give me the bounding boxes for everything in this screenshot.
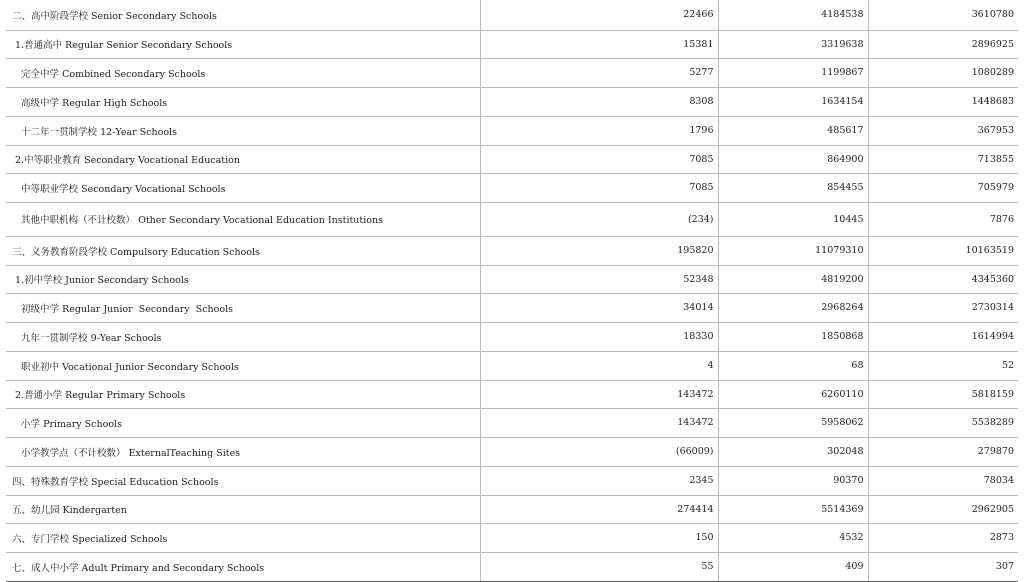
staff-count: 1614994: [868, 322, 1018, 351]
table-row: [6, 380, 1018, 408]
schools-count: 7085: [480, 145, 718, 173]
enrollment-count: 485617: [718, 116, 868, 145]
row-label: 十二年一贯制学校 12-Year Schools: [6, 116, 480, 145]
table-row: [6, 408, 1018, 437]
schools-count: 8308: [480, 87, 718, 116]
row-label: 其他中职机构（不计校数） Other Secondary Vocational Education Institutions: [6, 202, 480, 236]
schools-count: 150: [480, 523, 718, 552]
row-label: 初级中学 Regular Junior Secondary Schools: [6, 293, 480, 322]
staff-count: 52: [868, 351, 1018, 380]
schools-count: 55: [480, 552, 718, 581]
row-label: 小学 Primary Schools: [6, 408, 480, 437]
enrollment-count: 90370: [718, 466, 868, 495]
staff-count: 5818159: [868, 380, 1018, 408]
schools-count: (66009): [480, 437, 718, 466]
enrollment-count: 854455: [718, 173, 868, 202]
enrollment-count: 864900: [718, 145, 868, 173]
enrollment-count: 4819200: [718, 265, 868, 293]
schools-count: 195820: [480, 236, 718, 265]
enrollment-count: 409: [718, 552, 868, 581]
row-label: 五、幼儿园 Kindergarten: [6, 495, 480, 523]
schools-count: 2345: [480, 466, 718, 495]
row-label: 完全中学 Combined Secondary Schools: [6, 58, 480, 87]
row-label: 九年一贯制学校 9-Year Schools: [6, 322, 480, 351]
staff-count: 5538289: [868, 408, 1018, 437]
staff-count: 2730314: [868, 293, 1018, 322]
row-label: 小学教学点（不计校数） ExternalTeaching Sites: [6, 437, 480, 466]
enrollment-count: 1850868: [718, 322, 868, 351]
row-label: 六、专门学校 Specialized Schools: [6, 523, 480, 552]
staff-count: 2896925: [868, 30, 1018, 58]
table-row: [6, 236, 1018, 265]
schools-count: 22466: [480, 0, 718, 30]
schools-count: 5277: [480, 58, 718, 87]
row-label: 职业初中 Vocational Junior Secondary Schools: [6, 351, 480, 380]
table-row: [6, 173, 1018, 202]
table-body: [6, 0, 1018, 581]
table-row: [6, 293, 1018, 322]
schools-count: (234): [480, 202, 718, 236]
staff-count: 713855: [868, 145, 1018, 173]
schools-count: 52348: [480, 265, 718, 293]
staff-count: 3610780: [868, 0, 1018, 30]
row-label: 高级中学 Regular High Schools: [6, 87, 480, 116]
enrollment-count: 5514369: [718, 495, 868, 523]
staff-count: 2962905: [868, 495, 1018, 523]
enrollment-count: 302048: [718, 437, 868, 466]
enrollment-count: 10445: [718, 202, 868, 236]
table-row: [6, 87, 1018, 116]
schools-count: 143472: [480, 380, 718, 408]
row-label: 1.普通高中 Regular Senior Secondary Schools: [6, 30, 480, 58]
schools-count: 4: [480, 351, 718, 380]
row-label: 四、特殊教育学校 Special Education Schools: [6, 466, 480, 495]
schools-count: 34014: [480, 293, 718, 322]
table-row: [6, 466, 1018, 495]
row-label: 2.普通小学 Regular Primary Schools: [6, 380, 480, 408]
staff-count: 279870: [868, 437, 1018, 466]
row-label: 2.中等职业教育 Secondary Vocational Education: [6, 145, 480, 173]
row-label: 七、成人中小学 Adult Primary and Secondary Schools: [6, 552, 480, 581]
statistics-table: [6, 0, 1018, 582]
table-row: [6, 523, 1018, 552]
schools-count: 1796: [480, 116, 718, 145]
row-label: 中等职业学校 Secondary Vocational Schools: [6, 173, 480, 202]
table-row: [6, 265, 1018, 293]
enrollment-count: 68: [718, 351, 868, 380]
staff-count: 705979: [868, 173, 1018, 202]
enrollment-count: 5958062: [718, 408, 868, 437]
table-row: [6, 30, 1018, 58]
schools-count: 7085: [480, 173, 718, 202]
row-label: 三、义务教育阶段学校 Compulsory Education Schools: [6, 236, 480, 265]
table-row: [6, 322, 1018, 351]
table-row: [6, 351, 1018, 380]
enrollment-count: 1199867: [718, 58, 868, 87]
staff-count: 307: [868, 552, 1018, 581]
schools-count: 15381: [480, 30, 718, 58]
table-row: [6, 116, 1018, 145]
table-row: [6, 495, 1018, 523]
row-label: 1.初中学校 Junior Secondary Schools: [6, 265, 480, 293]
staff-count: 367953: [868, 116, 1018, 145]
enrollment-count: 3319638: [718, 30, 868, 58]
staff-count: 10163519: [868, 236, 1018, 265]
schools-count: 18330: [480, 322, 718, 351]
staff-count: 2873: [868, 523, 1018, 552]
enrollment-count: 4184538: [718, 0, 868, 30]
enrollment-count: 2968264: [718, 293, 868, 322]
staff-count: 1080289: [868, 58, 1018, 87]
staff-count: 1448683: [868, 87, 1018, 116]
row-label: 二、高中阶段学校 Senior Secondary Schools: [6, 0, 480, 30]
enrollment-count: 6260110: [718, 380, 868, 408]
table-row: [6, 202, 1018, 236]
table-row: [6, 552, 1018, 581]
enrollment-count: 1634154: [718, 87, 868, 116]
table-row: [6, 145, 1018, 173]
staff-count: 7876: [868, 202, 1018, 236]
enrollment-count: 11079310: [718, 236, 868, 265]
table-row: [6, 0, 1018, 30]
staff-count: 78034: [868, 466, 1018, 495]
schools-count: 143472: [480, 408, 718, 437]
enrollment-count: 4532: [718, 523, 868, 552]
table-row: [6, 58, 1018, 87]
table-row: [6, 437, 1018, 466]
schools-count: 274414: [480, 495, 718, 523]
staff-count: 4345360: [868, 265, 1018, 293]
